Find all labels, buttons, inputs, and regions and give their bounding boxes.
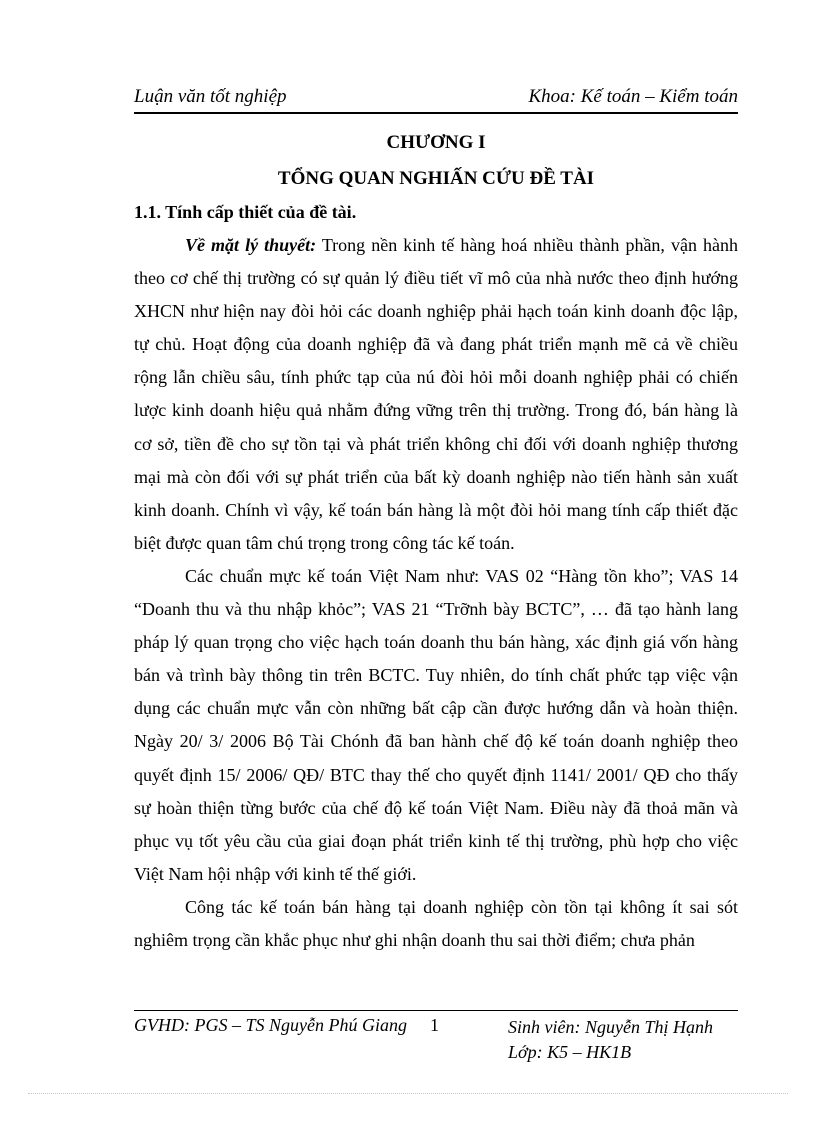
page-bottom-divider (28, 1093, 788, 1094)
paragraph-2: Các chuẩn mực kế toán Việt Nam như: VAS 02 “Hàng tồn kho”; VAS 14 “Doanh thu và thu nhập khỏc”; VAS 21 “Trỡnh bày BCTC”, … đã tạo hành lang pháp lý quan trọng cho việc hạch toán doanh thu bán hàng, xác định giá vốn hàng bán và trình bày thông tin trên BCTC. Tuy nhiên, do tính chất phức tạp việc vận dụng các chuẩn mực vẫn còn những bất cập cần được hướng dẫn và hoàn thiện. Ngày 20/ 3/ 2006 Bộ Tài Chónh đã ban hành chế độ kế toán doanh nghiệp theo quyết định 15/ 2006/ QĐ/ BTC thay thế cho quyết định 1141/ 2001/ QĐ cho thấy sự hoàn thiện từng bước của chế độ kế toán Việt Nam. Điều này đã thoả mãn và phục vụ tốt yêu cầu của giai đoạn phát triển kinh tế thị trường, phù hợp cho việc Việt Nam hội nhập với kinh tế thế giới. (134, 565, 738, 884)
footer-class: Lớp: K5 – HK1B (508, 1042, 632, 1062)
paragraph-3: Công tác kế toán bán hàng tại doanh nghiệp còn tồn tại không ít sai sót nghiêm trọng cần khắc phục như ghi nhận doanh thu sai thời điểm; chưa phản (134, 896, 738, 950)
header-thesis-label: Luận văn tốt nghiệp (134, 86, 287, 107)
footer-student: Sinh viên: Nguyễn Thị Hạnh (508, 1017, 713, 1037)
footer-supervisor: GVHD: PGS – TS Nguyễn Phú Giang (134, 1015, 407, 1035)
footer-student-block (508, 1015, 713, 1065)
header-faculty-label: Khoa: Kế toán – Kiểm toán (528, 86, 738, 107)
footer-page-number: 1 (430, 1015, 439, 1035)
section-heading: 1.1. Tính cấp thiết của đề tài. (134, 202, 357, 222)
page-footer (134, 1010, 738, 1062)
page-header (134, 84, 738, 114)
paragraph-1-lead: Về mặt lý thuyết: (185, 235, 317, 255)
body-text (134, 229, 738, 957)
chapter-number: CHƯƠNG I (386, 132, 486, 153)
chapter-title: TỔNG QUAN NGHIẤN CỨU ĐỀ TÀI (277, 168, 595, 189)
paragraph-1-text: Trong nền kinh tế hàng hoá nhiều thành phần, vận hành theo cơ chế thị trường có sự quản lý điều tiết vĩ mô của nhà nước theo định hướng XHCN như hiện nay đòi hỏi các doanh nghiệp phải hạch toán kinh doanh độc lập, tự chủ. Hoạt động của doanh nghiệp đã và đang phát triển mạnh mẽ cả về chiều rộng lẫn chiều sâu, tính phức tạp của nú đòi hỏi mỗi doanh nghiệp phải có chiến lược kinh doanh hiệu quả nhằm đứng vững trên thị trường. Trong đó, bán hàng là cơ sở, tiền đề cho sự tồn tại và phát triển không chỉ đối với doanh nghiệp thương mại mà còn đối với sự phát triển của bất kỳ doanh nghiệp nào tiến hành sản xuất kinh doanh. Chính vì vậy, kế toán bán hàng là một đòi hỏi mang tính cấp thiết đặc biệt được quan tâm chú trọng trong công tác kế toán. (134, 235, 738, 553)
paragraph-1 (134, 229, 738, 560)
